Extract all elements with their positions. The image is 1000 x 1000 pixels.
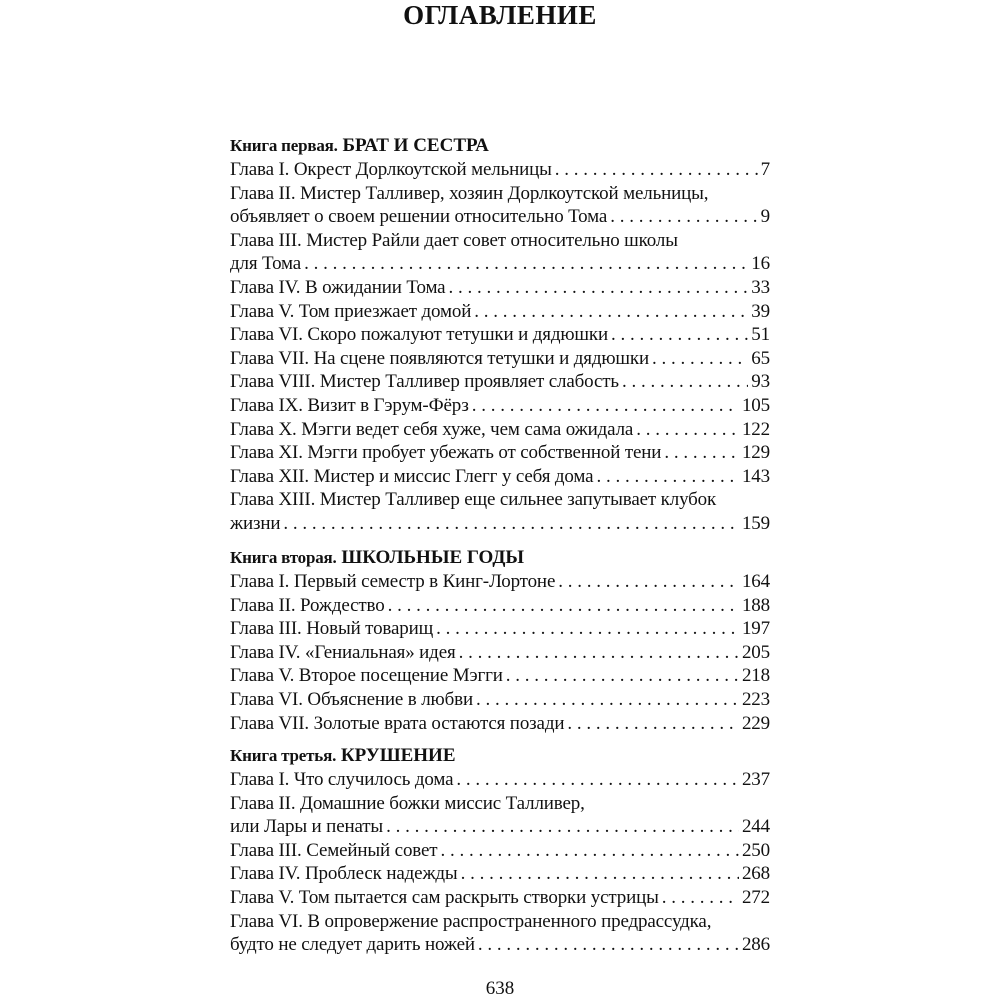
dot-leader — [304, 252, 748, 276]
dot-leader — [567, 712, 739, 736]
toc-entry[interactable] — [230, 688, 770, 712]
entry-title: Глава I. Первый семестр в Кинг-Лортоне — [230, 571, 556, 592]
entry-title: Глава IV. В ожидании Тома — [230, 276, 446, 298]
dot-leader — [386, 815, 739, 839]
toc-entry[interactable] — [230, 300, 770, 324]
entry-title: Глава XIII. Мистер Талливер еще сильнее запутывает клубок — [230, 489, 717, 511]
toc-entry[interactable] — [230, 418, 770, 442]
entry-title: Глава V. Том приезжает домой — [230, 300, 472, 322]
dot-leader — [459, 641, 739, 665]
entry-title: Глава VI. Скоро пожалуют тетушки и дядюшки — [230, 324, 608, 346]
entry-page: 250 — [741, 839, 770, 861]
entry-title: жизни — [230, 512, 281, 534]
dot-leader — [664, 441, 739, 465]
entry-page: 164 — [741, 571, 770, 592]
entry-page: 143 — [741, 465, 770, 487]
dot-leader — [662, 886, 739, 910]
entry-title: Глава X. Мэгги ведет себя хуже, чем сама ожидала — [230, 418, 634, 440]
entry-page: 33 — [751, 276, 770, 298]
dot-leader — [448, 276, 748, 300]
entry-page: 268 — [741, 863, 770, 885]
toc-section-book-1 — [230, 134, 770, 536]
dot-leader — [436, 617, 739, 641]
dot-leader — [622, 370, 748, 394]
toc-entry[interactable] — [230, 512, 770, 536]
entry-page: 218 — [741, 665, 770, 687]
toc-entry[interactable] — [230, 839, 770, 863]
dot-leader — [636, 418, 739, 442]
entry-page: 9 — [760, 206, 770, 228]
entry-title: Глава III. Мистер Райли дает совет относительно школы — [230, 229, 678, 251]
entry-title: Глава V. Том пытается сам раскрыть створки устрицы — [230, 886, 659, 908]
toc-entry-continued[interactable] — [230, 229, 770, 253]
toc-entry[interactable] — [230, 768, 770, 792]
entry-title: объявляет о своем решении относительно Тома — [230, 206, 608, 228]
entry-page: 93 — [751, 371, 770, 393]
toc-entry[interactable] — [230, 815, 770, 839]
entry-title: Глава VII. Золотые врата остаются позади — [230, 712, 565, 734]
entry-title: Глава VI. Объяснение в любви — [230, 688, 473, 710]
entry-title: Глава IX. Визит в Гэрум-Фёрз — [230, 394, 469, 416]
dot-leader — [476, 688, 739, 712]
dot-leader — [472, 394, 739, 418]
entry-title: Глава V. Второе посещение Мэгги — [230, 665, 503, 687]
entry-title: Глава III. Семейный совет — [230, 839, 438, 861]
entry-page: 129 — [741, 442, 770, 464]
toc-section-book-3 — [230, 744, 770, 957]
entry-title: Глава VIII. Мистер Талливер проявляет слабость — [230, 371, 619, 393]
entry-page: 244 — [741, 816, 770, 838]
entry-title: или Лары и пенаты — [230, 816, 384, 838]
entry-title: Глава I. Что случилось дома — [230, 769, 454, 790]
section-heading — [230, 134, 770, 158]
section-heading — [230, 744, 770, 768]
toc-entry[interactable] — [230, 465, 770, 489]
toc-entry[interactable] — [230, 370, 770, 394]
entry-title: для Тома — [230, 253, 302, 275]
toc-entry[interactable] — [230, 886, 770, 910]
book-title: ШКОЛЬНЫЕ ГОДЫ — [341, 547, 525, 568]
page-number: 638 — [485, 978, 515, 999]
dot-leader — [474, 300, 748, 324]
toc-entry[interactable] — [230, 712, 770, 736]
toc-entry-continued[interactable] — [230, 488, 770, 512]
toc-entry[interactable] — [230, 252, 770, 276]
entry-page: 237 — [741, 769, 770, 790]
entry-page: 286 — [741, 934, 770, 956]
toc-entry[interactable] — [230, 641, 770, 665]
toc-entry-continued[interactable] — [230, 910, 770, 934]
entry-page: 65 — [751, 347, 770, 369]
entry-page: 205 — [741, 641, 770, 663]
entry-title: Глава III. Новый товарищ — [230, 618, 434, 640]
entry-title: Глава II. Мистер Талливер, хозяин Дорлкоутской мельницы, — [230, 182, 709, 204]
entry-page: 223 — [741, 688, 770, 710]
entry-title: Глава I. Окрест Дорлкоутской мельницы — [230, 159, 552, 180]
section-heading — [230, 546, 770, 570]
toc-entry[interactable] — [230, 394, 770, 418]
entry-page: 159 — [741, 512, 770, 534]
entry-page: 7 — [760, 159, 770, 180]
toc-entry[interactable] — [230, 347, 770, 371]
book-title: КРУШЕНИЕ — [340, 745, 456, 766]
dot-leader — [478, 933, 739, 957]
entry-page: 51 — [751, 324, 770, 346]
toc-entry-continued[interactable] — [230, 792, 770, 816]
entry-title: Глава IV. «Гениальная» идея — [230, 641, 456, 663]
entry-title: Глава II. Домашние божки миссис Талливер, — [230, 792, 585, 814]
entry-title: будто не следует дарить ножей — [230, 934, 475, 956]
entry-page: 229 — [741, 712, 770, 734]
entry-page: 197 — [741, 618, 770, 640]
dot-leader — [611, 323, 748, 347]
toc-entry[interactable] — [230, 158, 770, 182]
dot-leader — [596, 465, 739, 489]
entry-title: Глава XII. Мистер и миссис Глегг у себя дома — [230, 465, 594, 487]
toc-entry[interactable] — [230, 570, 770, 594]
toc-entry[interactable] — [230, 933, 770, 957]
toc-entry[interactable] — [230, 205, 770, 229]
book-title: БРАТ И СЕСТРА — [342, 135, 489, 156]
entry-title: Глава VII. На сцене появляются тетушки и дядюшки — [230, 347, 650, 369]
dot-leader — [440, 839, 738, 863]
dot-leader — [456, 768, 739, 792]
toc-entry[interactable] — [230, 664, 770, 688]
dot-leader — [610, 205, 757, 229]
entry-page: 188 — [741, 594, 770, 616]
book-label: Книга вторая. — [230, 548, 337, 567]
dot-leader — [283, 512, 739, 536]
entry-page: 122 — [741, 418, 770, 440]
toc-entry[interactable] — [230, 276, 770, 300]
book-label: Книга первая. — [230, 136, 338, 155]
entry-page: 105 — [741, 394, 770, 416]
dot-leader — [388, 594, 739, 618]
entry-title: Глава IV. Проблеск надежды — [230, 863, 458, 885]
toc-entry[interactable] — [230, 594, 770, 618]
toc-entry-continued[interactable] — [230, 182, 770, 206]
toc-entry[interactable] — [230, 862, 770, 886]
entry-page: 16 — [751, 253, 770, 275]
entry-title: Глава VI. В опровержение распространенного предрассудка, — [230, 910, 712, 932]
entry-title: Глава XI. Мэгги пробует убежать от собственной тени — [230, 442, 662, 464]
entry-title: Глава II. Рождество — [230, 594, 385, 616]
entry-page: 39 — [751, 300, 770, 322]
toc-entry[interactable] — [230, 441, 770, 465]
toc-entry[interactable] — [230, 617, 770, 641]
dot-leader — [558, 570, 739, 594]
dot-leader — [506, 664, 739, 688]
toc-entry[interactable] — [230, 323, 770, 347]
book-label: Книга третья. — [230, 746, 337, 765]
dot-leader — [555, 158, 758, 182]
entry-page: 272 — [741, 886, 770, 908]
dot-leader — [652, 347, 748, 371]
page-title: ОГЛАВЛЕНИЕ — [403, 0, 597, 30]
toc-section-book-2 — [230, 546, 770, 735]
dot-leader — [461, 862, 739, 886]
